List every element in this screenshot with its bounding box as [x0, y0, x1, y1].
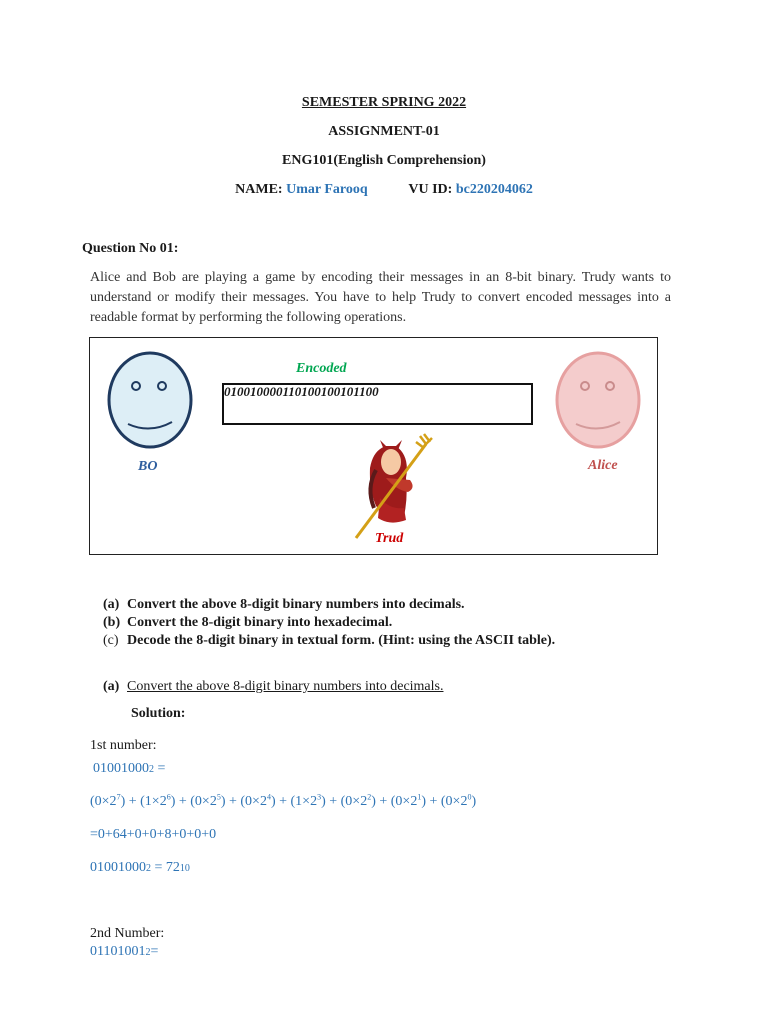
solution-label: Solution:: [131, 706, 186, 721]
result-line: 010010002 = 7210: [90, 860, 190, 875]
encoding-figure: [89, 337, 658, 555]
encoded-value: 010010000110100100101100: [224, 384, 379, 399]
id-value: bc220204062: [455, 182, 533, 197]
expansion-term: + $(0\times 2^2)$: [325, 792, 376, 809]
question-title: Question No 01:: [82, 241, 179, 256]
task-item-b: (b) Convert the 8-digit binary into hexadecimal.: [103, 615, 393, 630]
name-value: Umar Farooq: [286, 182, 368, 197]
expansion-terms: [90, 794, 476, 809]
sum-line: =0+64+0+0+8+0+0+0: [90, 827, 217, 842]
expansion-term: + $(1\times 2^6)$: [125, 792, 176, 809]
semester-title: SEMESTER SPRING 2022: [301, 95, 467, 110]
figure-graphics: [90, 338, 657, 554]
expansion-term: + $(1\times 2^3)$: [275, 792, 326, 809]
second-number-label: 2nd Number:: [90, 926, 165, 941]
bob-label: BO: [138, 459, 158, 474]
expansion-term: $(0\times 2^7)$: [90, 792, 126, 809]
assignment-title: ASSIGNMENT-01: [328, 124, 440, 139]
alice-face-icon: [557, 353, 639, 447]
bob-face-icon: [109, 353, 191, 447]
id-label: VU ID:: [408, 182, 453, 197]
name-label: NAME:: [235, 182, 283, 197]
alice-label: Alice: [588, 458, 618, 473]
trudy-devil-icon: [356, 434, 432, 538]
expansion-term: + $(0\times 2^4)$: [225, 792, 276, 809]
trudy-label: Trud: [375, 531, 404, 546]
encoded-label: Encoded: [296, 361, 347, 376]
student-info: [0, 182, 768, 198]
answer-heading: (a) Convert the above 8-digit binary numbers into decimals.: [103, 679, 444, 694]
task-item-a: (a) Convert the above 8-digit binary numbers into decimals.: [103, 597, 465, 612]
second-binary-line: 011010012=: [90, 944, 159, 959]
expansion-term: + $(0\times 2^0)$: [425, 792, 477, 809]
expansion-term: + $(0\times 2^1)$: [375, 792, 426, 809]
course-title: ENG101(English Comprehension): [282, 153, 486, 168]
question-paragraph: Alice and Bob are playing a game by encoding their messages in an 8-bit binary. Trudy wants to understand or modify their messages. You have to help Trudy to convert encoded messages into a readable format by performing the following operations.: [90, 270, 671, 325]
expansion-term: + $(0\times 2^5)$: [175, 792, 226, 809]
expansion-line: [90, 794, 476, 810]
first-number-label: 1st number:: [90, 738, 157, 753]
first-binary-line: 010010002 =: [93, 761, 166, 776]
task-item-c: (c) Decode the 8-digit binary in textual form. (Hint: using the ASCII table).: [103, 633, 556, 648]
